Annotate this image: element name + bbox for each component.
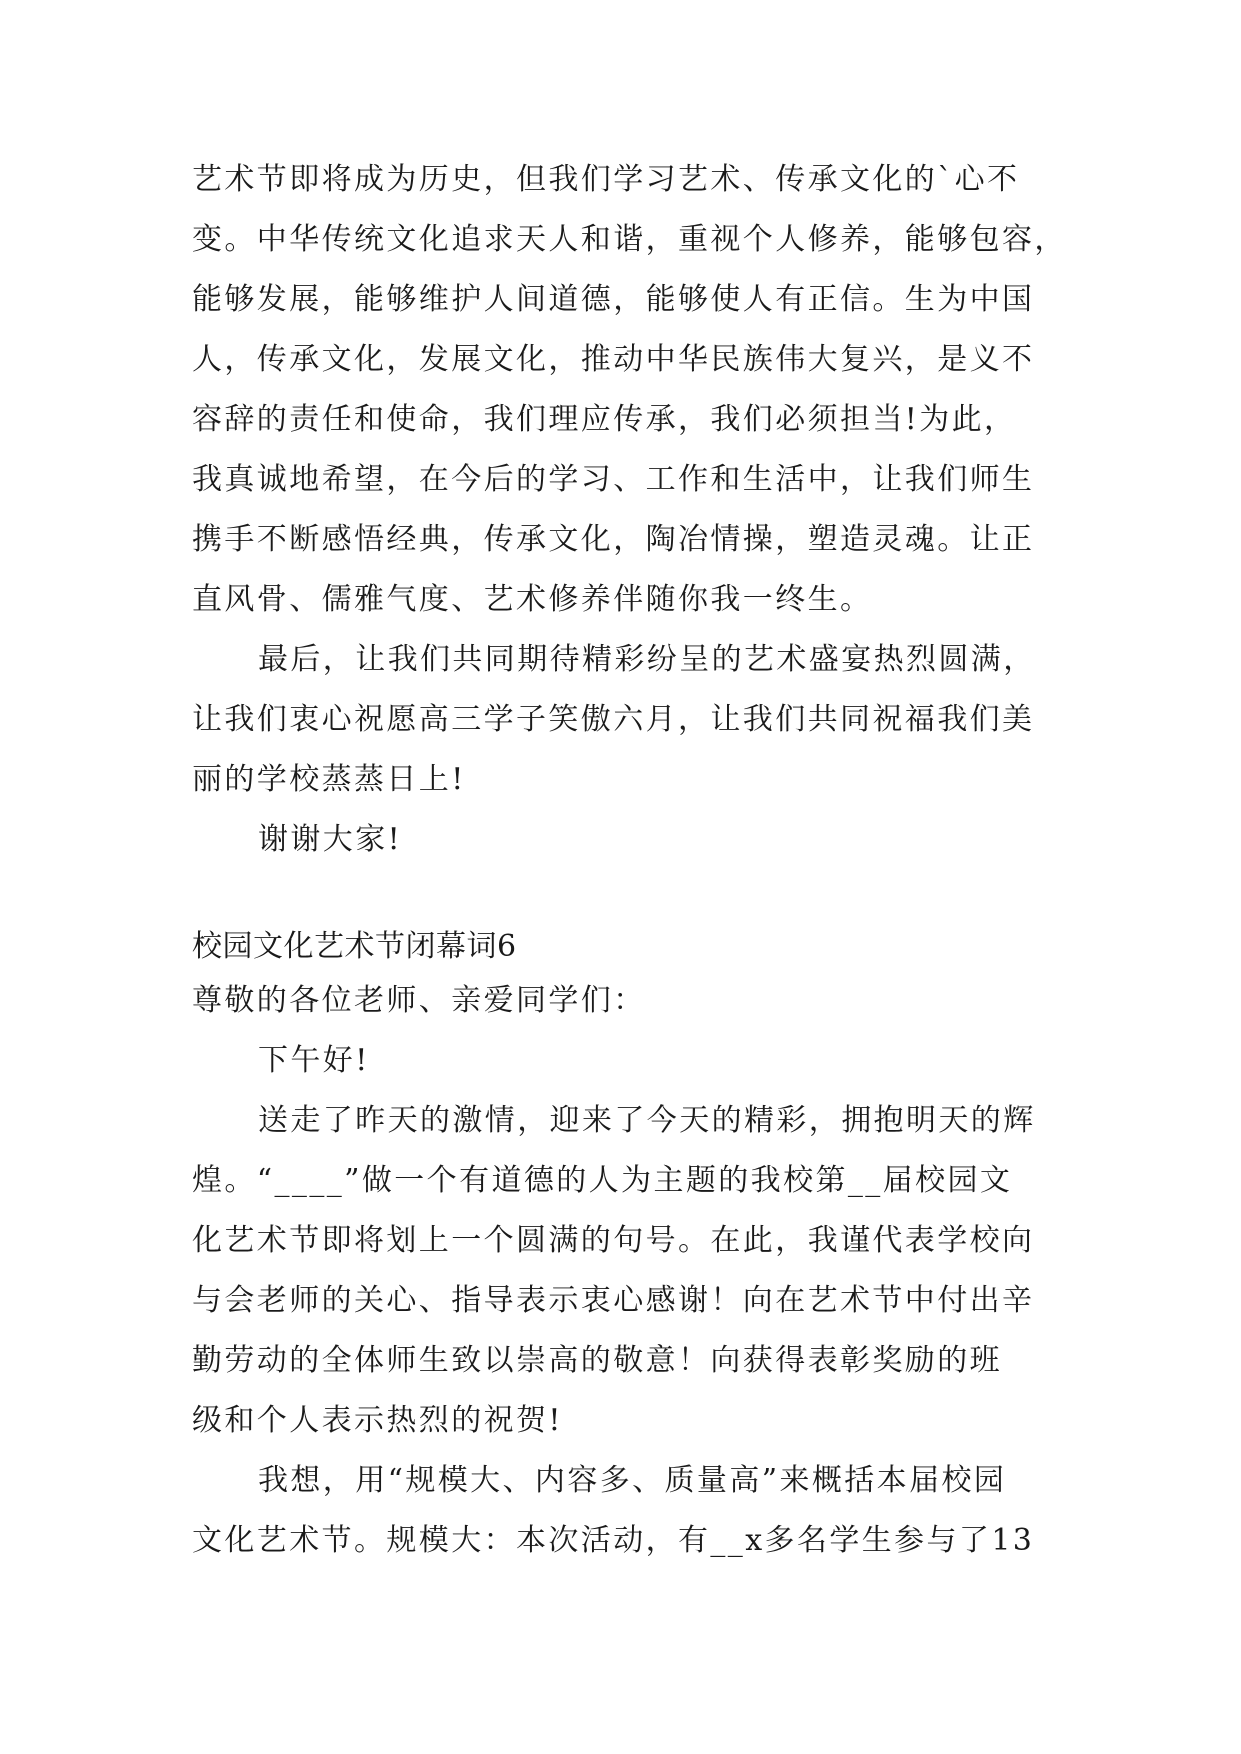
salutation: 尊敬的各位老师、亲爱同学们： xyxy=(192,983,646,1018)
text-line: 级和个人表示热烈的祝贺! xyxy=(192,1403,563,1438)
text-line: 化艺术节即将划上一个圆满的句号。在此，我谨代表学校向 xyxy=(192,1223,1035,1258)
text-line: 人，传承文化，发展文化，推动中华民族伟大复兴，是义不 xyxy=(192,342,1035,377)
text-line: 变。中华传统文化追求天人和谐，重视个人修养，能够包容， xyxy=(192,222,1067,257)
text-line: 容辞的责任和使命，我们理应传承，我们必须担当!为此， xyxy=(192,402,1017,437)
text-line: 文化艺术节。规模大：本次活动，有__x多名学生参与了13 xyxy=(192,1523,1035,1558)
text-line: 煌。“____”做一个有道德的人为主题的我校第__届校园文 xyxy=(192,1163,1013,1198)
section-title: 校园文化艺术节闭幕词6 xyxy=(192,929,517,964)
text-line: 我想，用“规模大、内容多、质量高”来概括本届校园 xyxy=(258,1463,1007,1498)
text-line: 最后，让我们共同期待精彩纷呈的艺术盛宴热烈圆满， xyxy=(258,642,1036,677)
text-line: 谢谢大家! xyxy=(258,822,403,857)
greeting: 下午好! xyxy=(258,1043,370,1078)
text-line: 我真诚地希望，在今后的学习、工作和生活中，让我们师生 xyxy=(192,462,1035,497)
text-line: 送走了昨天的激情，迎来了今天的精彩，拥抱明天的辉 xyxy=(258,1103,1036,1138)
text-line: 让我们衷心祝愿高三学子笑傲六月，让我们共同祝福我们美 xyxy=(192,702,1035,737)
text-line: 勤劳动的全体师生致以崇高的敬意！向获得表彰奖励的班 xyxy=(192,1343,1002,1378)
text-line: 艺术节即将成为历史，但我们学习艺术、传承文化的`心不 xyxy=(192,162,1020,197)
text-line: 直风骨、儒雅气度、艺术修养伴随你我一终生。 xyxy=(192,582,873,617)
text-line: 与会老师的关心、指导表示衷心感谢！向在艺术节中付出辛 xyxy=(192,1283,1035,1318)
text-line: 丽的学校蒸蒸日上! xyxy=(192,762,466,797)
text-line: 携手不断感悟经典，传承文化，陶冶情操，塑造灵魂。让正 xyxy=(192,522,1035,557)
text-line: 能够发展，能够维护人间道德，能够使人有正信。生为中国 xyxy=(192,282,1035,317)
